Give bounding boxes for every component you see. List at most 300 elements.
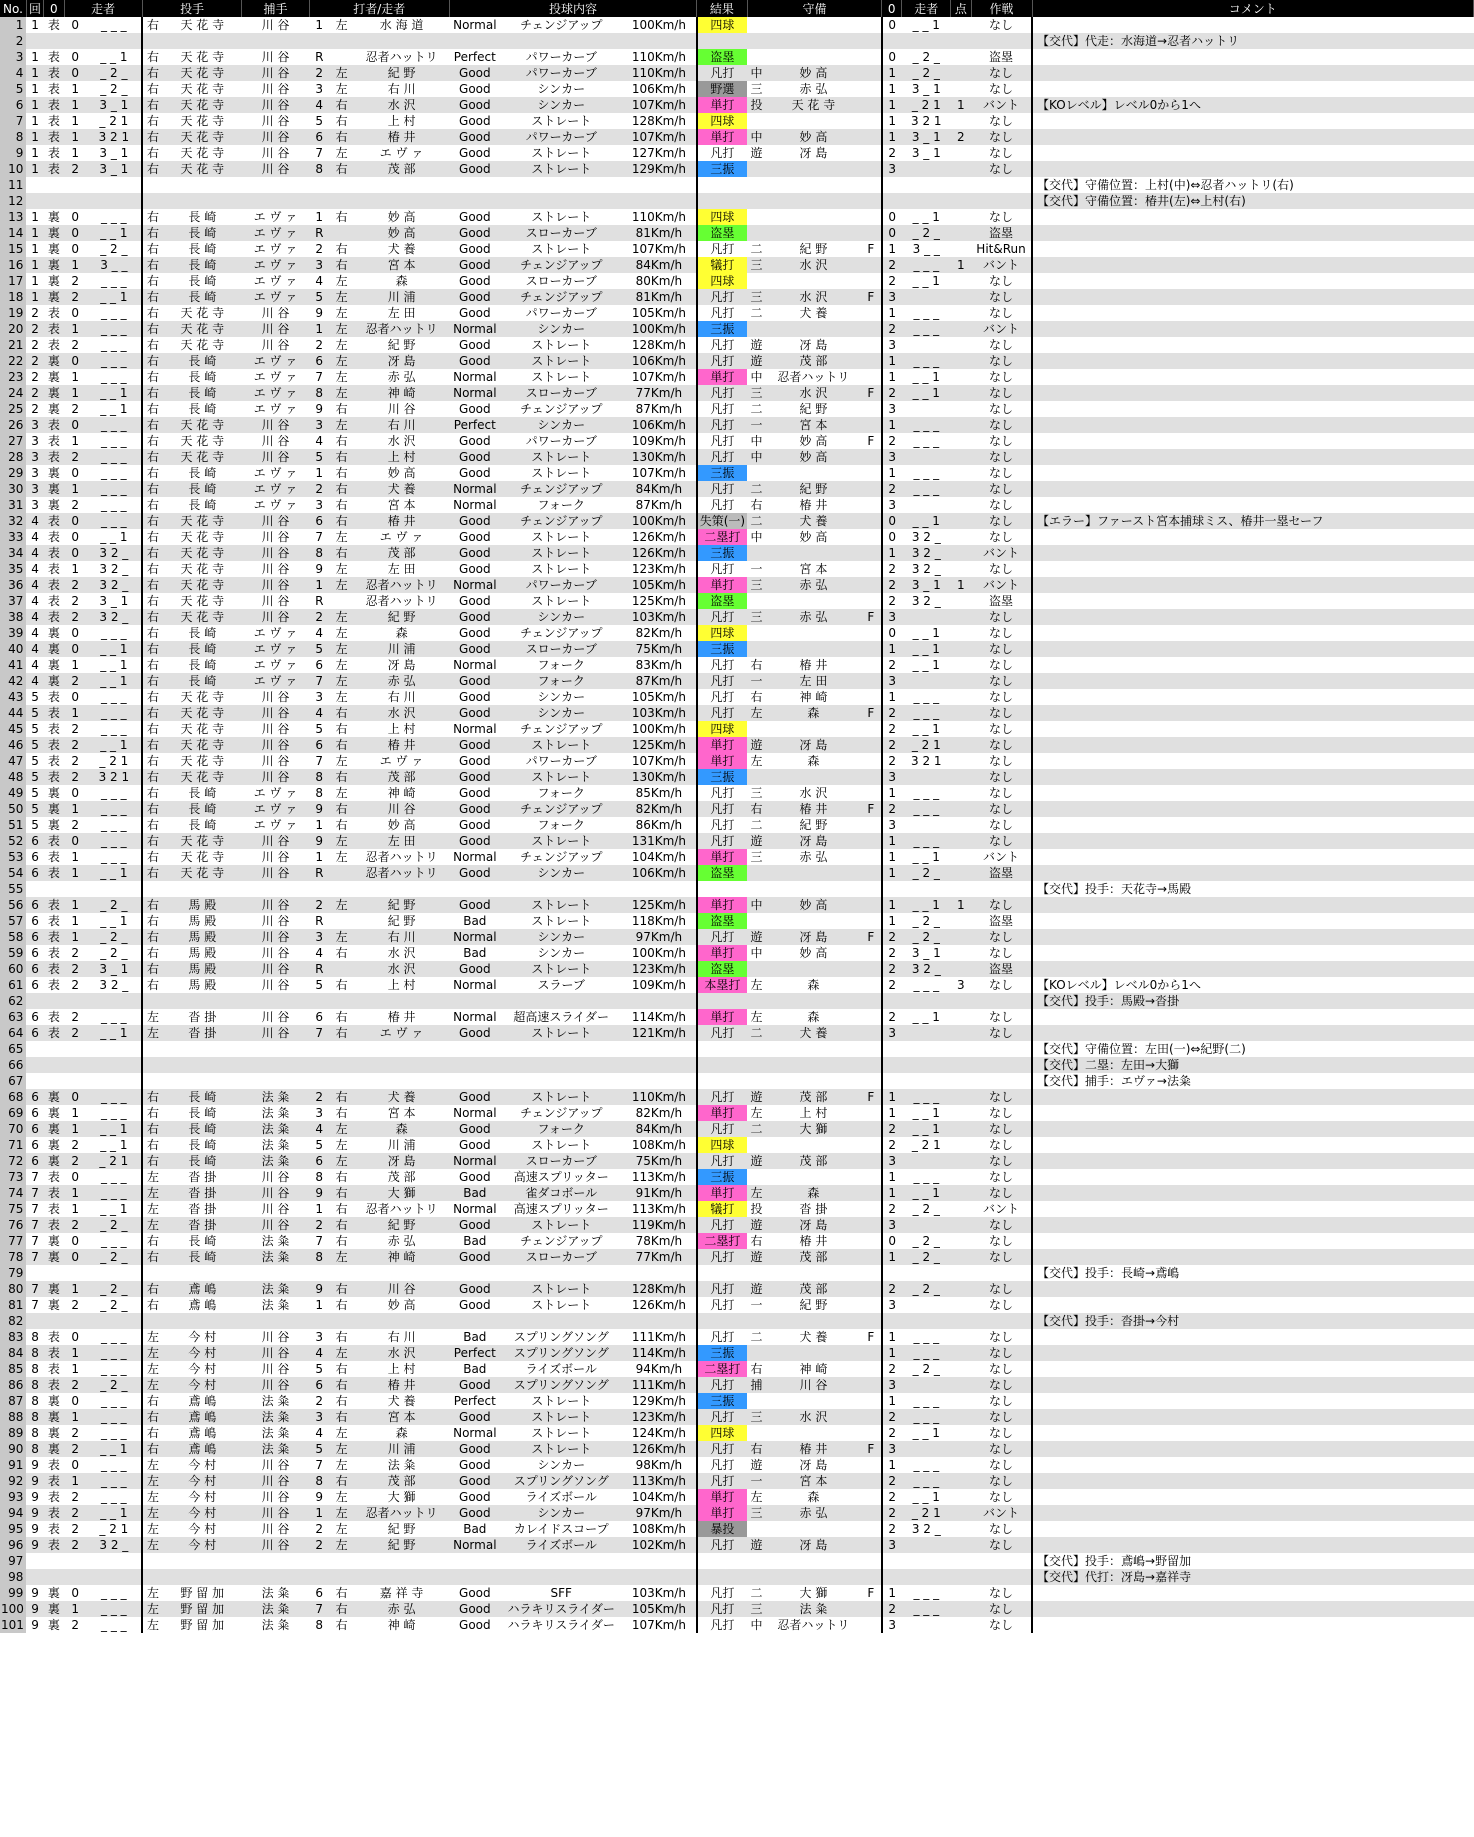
table-cell: 遊	[747, 1249, 765, 1265]
table-cell: _ _ _	[86, 817, 142, 833]
table-cell	[1032, 145, 1473, 161]
table-cell: 1	[882, 641, 902, 657]
table-cell: なし	[971, 833, 1032, 849]
table-cell: Perfect	[449, 1345, 500, 1361]
table-cell: 1	[882, 81, 902, 97]
table-cell: エ ヴ ァ	[242, 385, 309, 401]
table-cell: 二	[747, 1121, 765, 1137]
table-cell: ストレート	[500, 529, 622, 545]
table-cell: 106Km/h	[622, 81, 696, 97]
table-cell: Good	[449, 1409, 500, 1425]
table-cell: 裏	[44, 1585, 64, 1601]
table-cell	[861, 33, 881, 49]
table-cell: 川 谷	[242, 849, 309, 865]
table-cell: 捕	[747, 1377, 765, 1393]
table-cell: F	[861, 289, 881, 305]
table-cell: 1	[26, 113, 43, 129]
table-cell: 6	[309, 1153, 329, 1169]
table-cell: 2	[26, 401, 43, 417]
table-cell: 表	[44, 577, 64, 593]
table-cell: _ _ 1	[902, 273, 951, 289]
table-cell: 右	[329, 449, 353, 465]
table-cell	[1032, 1153, 1473, 1169]
table-cell: 3 2 _	[86, 977, 142, 993]
table-cell: 128Km/h	[622, 113, 696, 129]
table-cell: 1	[26, 209, 43, 225]
table-cell: 8	[309, 1169, 329, 1185]
table-cell: 1	[882, 129, 902, 145]
table-cell: 紀 野	[354, 897, 450, 913]
table-cell: 4	[309, 945, 329, 961]
table-cell: 凡打	[697, 1617, 748, 1633]
table-cell: 凡打	[697, 401, 748, 417]
table-cell	[882, 1553, 902, 1569]
table-row	[0, 657, 1474, 673]
table-cell: 2	[309, 241, 329, 257]
table-cell: 冴 島	[354, 353, 450, 369]
table-cell	[747, 1137, 765, 1153]
table-cell: なし	[971, 449, 1032, 465]
table-cell: ハラキリスライダー	[500, 1617, 622, 1633]
table-cell	[86, 1313, 142, 1329]
table-cell: 単打	[697, 369, 748, 385]
table-cell	[882, 1073, 902, 1089]
table-cell: 長 崎	[163, 1153, 242, 1169]
table-cell: _ _ _	[86, 513, 142, 529]
table-cell: _ _ _	[86, 417, 142, 433]
table-cell: 5	[26, 769, 43, 785]
table-cell	[951, 945, 971, 961]
table-cell	[951, 465, 971, 481]
table-cell: 3 2 _	[86, 577, 142, 593]
table-cell: 3	[882, 1217, 902, 1233]
table-cell	[747, 1041, 765, 1057]
table-cell: 92	[0, 1473, 26, 1489]
table-cell: 6	[26, 1105, 43, 1121]
table-cell	[861, 1105, 881, 1121]
table-cell	[861, 497, 881, 513]
table-cell: Good	[449, 689, 500, 705]
table-cell: 2	[882, 321, 902, 337]
table-cell: 6	[26, 849, 43, 865]
table-cell: 沓 掛	[163, 1201, 242, 1217]
table-cell: 天 花 寺	[163, 305, 242, 321]
table-cell: 2	[309, 1537, 329, 1553]
table-cell	[86, 881, 142, 897]
table-cell: 3	[882, 1617, 902, 1633]
table-cell: 法 粂	[242, 1617, 309, 1633]
table-cell: 右	[142, 705, 162, 721]
table-cell	[1032, 833, 1473, 849]
table-cell	[1032, 225, 1473, 241]
table-cell: 106Km/h	[622, 417, 696, 433]
table-cell	[1032, 1233, 1473, 1249]
table-cell	[1032, 929, 1473, 945]
table-cell: 1	[309, 817, 329, 833]
table-cell: ライズボール	[500, 1537, 622, 1553]
table-cell	[622, 1265, 696, 1281]
table-cell	[142, 193, 162, 209]
table-cell: チェンジアップ	[500, 401, 622, 417]
table-cell: 8	[309, 785, 329, 801]
table-cell: _ 2 _	[902, 1281, 951, 1297]
table-cell: 123Km/h	[622, 1409, 696, 1425]
table-cell: 1	[882, 897, 902, 913]
table-cell: 忍者ハットリ	[354, 321, 450, 337]
table-cell	[951, 817, 971, 833]
table-cell: 長 崎	[163, 257, 242, 273]
table-cell: 右	[142, 129, 162, 145]
table-cell: 1	[26, 49, 43, 65]
table-cell	[747, 177, 765, 193]
table-cell	[766, 1521, 862, 1537]
table-cell: 4	[26, 593, 43, 609]
table-cell: 表	[44, 1169, 64, 1185]
table-cell: 1	[882, 113, 902, 129]
table-cell: 川 谷	[242, 1537, 309, 1553]
table-cell: 赤 弘	[354, 673, 450, 689]
table-cell: 3	[882, 769, 902, 785]
table-cell: 0	[882, 209, 902, 225]
table-cell: 犬 養	[766, 513, 862, 529]
table-cell: 長 崎	[163, 1233, 242, 1249]
table-cell	[354, 1057, 450, 1073]
table-cell: 0	[64, 1457, 86, 1473]
table-cell	[1032, 1121, 1473, 1137]
table-cell: チェンジアップ	[500, 1233, 622, 1249]
table-cell: _ _ _	[86, 849, 142, 865]
table-cell: 忍者ハットリ	[354, 49, 450, 65]
table-cell: 2	[309, 1393, 329, 1409]
table-cell: 盗塁	[697, 865, 748, 881]
table-cell	[902, 1313, 951, 1329]
table-cell: 二	[747, 241, 765, 257]
table-cell: 三振	[697, 641, 748, 657]
table-cell: 81Km/h	[622, 289, 696, 305]
table-cell	[1032, 417, 1473, 433]
table-cell: 表	[44, 1345, 64, 1361]
table-cell: 忍者ハットリ	[354, 593, 450, 609]
table-cell: 右	[329, 1377, 353, 1393]
table-cell: _ _ 1	[86, 1441, 142, 1457]
table-cell	[902, 1537, 951, 1553]
table-cell: _ _ _	[86, 1345, 142, 1361]
table-cell: 二	[747, 481, 765, 497]
table-cell: 三振	[697, 161, 748, 177]
table-cell: 84	[0, 1345, 26, 1361]
table-cell	[971, 1569, 1032, 1585]
table-cell	[697, 1041, 748, 1057]
table-cell: _ _ _	[902, 1585, 951, 1601]
table-cell	[902, 993, 951, 1009]
table-cell	[861, 657, 881, 673]
table-cell: 鳶 嶋	[163, 1393, 242, 1409]
table-cell: 鳶 嶋	[163, 1441, 242, 1457]
table-cell: 凡打	[697, 1121, 748, 1137]
table-cell: 天 花 寺	[163, 433, 242, 449]
table-cell: Good	[449, 641, 500, 657]
table-cell: 2	[882, 481, 902, 497]
table-cell: _ _ _	[902, 785, 951, 801]
table-cell: 86Km/h	[622, 817, 696, 833]
table-cell: 3	[309, 929, 329, 945]
table-cell	[861, 225, 881, 241]
table-cell: チェンジアップ	[500, 1105, 622, 1121]
table-cell	[766, 1569, 862, 1585]
table-cell: 右	[142, 65, 162, 81]
table-cell	[1032, 1249, 1473, 1265]
table-row	[0, 609, 1474, 625]
table-row	[0, 945, 1474, 961]
table-cell: 冴 島	[766, 1217, 862, 1233]
table-cell: 右	[329, 1361, 353, 1377]
table-cell	[86, 193, 142, 209]
table-cell: 75Km/h	[622, 641, 696, 657]
table-cell	[449, 1057, 500, 1073]
table-row	[0, 1137, 1474, 1153]
table-cell: 川 谷	[242, 753, 309, 769]
table-cell: Good	[449, 1089, 500, 1105]
table-cell	[142, 1073, 162, 1089]
table-cell: 左	[329, 641, 353, 657]
table-cell: 1	[882, 545, 902, 561]
table-cell: 左	[747, 1105, 765, 1121]
table-cell: なし	[971, 1489, 1032, 1505]
table-row	[0, 1585, 1474, 1601]
table-cell: 右	[329, 1617, 353, 1633]
table-cell: 右	[329, 1393, 353, 1409]
table-cell: 10	[0, 161, 26, 177]
table-cell	[1032, 1345, 1473, 1361]
table-cell: 87Km/h	[622, 497, 696, 513]
table-cell: 三振	[697, 545, 748, 561]
table-cell: 2	[309, 481, 329, 497]
table-cell	[1032, 705, 1473, 721]
table-cell	[1032, 1425, 1473, 1441]
table-cell: _ _ _	[902, 977, 951, 993]
table-cell: 凡打	[697, 305, 748, 321]
table-cell: 2	[882, 977, 902, 993]
table-cell: 右	[142, 1105, 162, 1121]
table-cell: 7	[309, 369, 329, 385]
table-cell: _ _ 1	[86, 289, 142, 305]
table-cell: Good	[449, 625, 500, 641]
table-cell: 6	[26, 865, 43, 881]
table-cell: _ _ _	[86, 801, 142, 817]
table-cell: 1	[64, 849, 86, 865]
table-cell: 2	[882, 145, 902, 161]
table-cell: 1	[64, 865, 86, 881]
table-cell: 天 花 寺	[163, 705, 242, 721]
table-cell	[309, 1073, 329, 1089]
table-cell: 4	[309, 97, 329, 113]
table-cell: 森	[766, 705, 862, 721]
table-cell: 125Km/h	[622, 737, 696, 753]
table-cell: 単打	[697, 1185, 748, 1201]
table-cell: 法 粂	[242, 1121, 309, 1137]
table-cell: 右	[142, 1297, 162, 1313]
table-cell: 5	[26, 721, 43, 737]
table-cell: 長 崎	[163, 1089, 242, 1105]
table-cell: 2	[64, 161, 86, 177]
table-cell: エ ヴ ァ	[242, 273, 309, 289]
table-cell	[142, 881, 162, 897]
table-cell	[163, 1553, 242, 1569]
table-cell: エ ヴ ァ	[242, 353, 309, 369]
table-cell: 犬 養	[766, 1025, 862, 1041]
table-cell	[861, 625, 881, 641]
table-cell: 左	[142, 1217, 162, 1233]
table-cell: 左	[142, 1361, 162, 1377]
table-cell: 天 花 寺	[163, 81, 242, 97]
table-row	[0, 1409, 1474, 1425]
table-cell: 2	[309, 1089, 329, 1105]
table-row	[0, 513, 1474, 529]
table-row	[0, 49, 1474, 65]
table-cell: 130Km/h	[622, 769, 696, 785]
table-cell: 川 谷	[242, 929, 309, 945]
table-cell: _ _ _	[86, 705, 142, 721]
table-cell: なし	[971, 513, 1032, 529]
table-cell	[861, 673, 881, 689]
table-cell	[309, 193, 329, 209]
table-cell	[902, 817, 951, 833]
table-cell: 紀 野	[766, 1297, 862, 1313]
table-cell	[1032, 609, 1473, 625]
table-cell: 裏	[44, 257, 64, 273]
table-cell: 1	[26, 257, 43, 273]
table-cell	[1032, 1473, 1473, 1489]
table-cell: 宮 本	[766, 561, 862, 577]
table-cell: 6	[26, 1121, 43, 1137]
table-cell: なし	[971, 801, 1032, 817]
table-cell	[951, 1617, 971, 1633]
table-cell: _ 2 _	[902, 65, 951, 81]
table-cell: 12	[0, 193, 26, 209]
table-cell: 犬 養	[354, 1393, 450, 1409]
table-cell: Good	[449, 241, 500, 257]
table-cell	[902, 609, 951, 625]
table-cell: 右	[142, 897, 162, 913]
table-cell: 右	[329, 129, 353, 145]
table-cell: _ _ 1	[86, 641, 142, 657]
table-cell: なし	[971, 1617, 1032, 1633]
table-cell: 左	[747, 977, 765, 993]
table-cell	[861, 193, 881, 209]
table-cell	[622, 1553, 696, 1569]
table-cell: _ _ 1	[902, 1105, 951, 1121]
table-cell	[861, 97, 881, 113]
table-cell: 40	[0, 641, 26, 657]
table-cell: 右	[329, 1281, 353, 1297]
table-cell: 妙 高	[766, 65, 862, 81]
table-cell: 右 川	[354, 929, 450, 945]
table-cell: 盗塁	[971, 865, 1032, 881]
table-cell: 表	[44, 721, 64, 737]
table-cell: 3	[882, 1537, 902, 1553]
table-cell: _ 2 _	[902, 1201, 951, 1217]
table-cell: 6	[26, 897, 43, 913]
table-cell	[951, 753, 971, 769]
table-cell: 100Km/h	[622, 945, 696, 961]
table-cell	[951, 65, 971, 81]
table-cell: 2	[882, 657, 902, 673]
table-cell: 8	[309, 1249, 329, 1265]
table-cell	[951, 161, 971, 177]
table-cell: 右	[329, 1409, 353, 1425]
table-cell: 今 村	[163, 1473, 242, 1489]
table-cell: _ _ 1	[902, 1185, 951, 1201]
table-cell: 55	[0, 881, 26, 897]
table-cell: 1	[882, 1169, 902, 1185]
table-cell: 4	[309, 273, 329, 289]
table-cell: _ _ 1	[86, 1025, 142, 1041]
table-cell: 中	[747, 897, 765, 913]
table-cell: 右	[142, 209, 162, 225]
table-cell: 126Km/h	[622, 529, 696, 545]
table-cell: _ _ _	[902, 417, 951, 433]
table-cell	[861, 529, 881, 545]
table-row	[0, 961, 1474, 977]
table-cell	[329, 1553, 353, 1569]
table-cell: 二	[747, 1329, 765, 1345]
table-cell: 42	[0, 673, 26, 689]
table-cell: 右	[747, 1441, 765, 1457]
table-cell: 椿 井	[354, 1377, 450, 1393]
table-cell: 右	[142, 433, 162, 449]
table-cell: 9	[26, 1505, 43, 1521]
table-cell	[1032, 1137, 1473, 1153]
table-cell: 5	[26, 817, 43, 833]
table-cell: 表	[44, 1185, 64, 1201]
table-row	[0, 1553, 1474, 1569]
table-cell	[1032, 689, 1473, 705]
table-cell: 単打	[697, 577, 748, 593]
table-cell: Bad	[449, 1185, 500, 1201]
table-cell: バント	[971, 1201, 1032, 1217]
table-cell: 2	[64, 593, 86, 609]
table-cell: 中	[747, 433, 765, 449]
table-cell: 川 谷	[242, 1361, 309, 1377]
table-cell	[1032, 353, 1473, 369]
table-cell: 6	[309, 353, 329, 369]
table-cell: 天 花 寺	[163, 753, 242, 769]
table-cell: 表	[44, 17, 64, 33]
table-cell: 妙 高	[766, 897, 862, 913]
table-cell	[747, 865, 765, 881]
table-cell: 0	[64, 545, 86, 561]
table-cell: 113Km/h	[622, 1201, 696, 1217]
table-cell: 右	[329, 721, 353, 737]
table-cell: なし	[971, 737, 1032, 753]
table-cell	[500, 1057, 622, 1073]
table-cell: なし	[971, 369, 1032, 385]
table-cell: 天 花 寺	[163, 321, 242, 337]
table-cell: 3	[882, 401, 902, 417]
table-cell	[1032, 913, 1473, 929]
table-row	[0, 257, 1474, 273]
table-cell: 長 崎	[163, 673, 242, 689]
table-cell	[951, 49, 971, 65]
table-cell: 表	[44, 929, 64, 945]
table-cell: 右	[747, 801, 765, 817]
table-cell: 1	[882, 689, 902, 705]
table-cell: 盗塁	[697, 49, 748, 65]
table-cell: 裏	[44, 241, 64, 257]
table-cell: 凡打	[697, 705, 748, 721]
table-cell: _ _ _	[902, 1409, 951, 1425]
table-cell: 109Km/h	[622, 433, 696, 449]
